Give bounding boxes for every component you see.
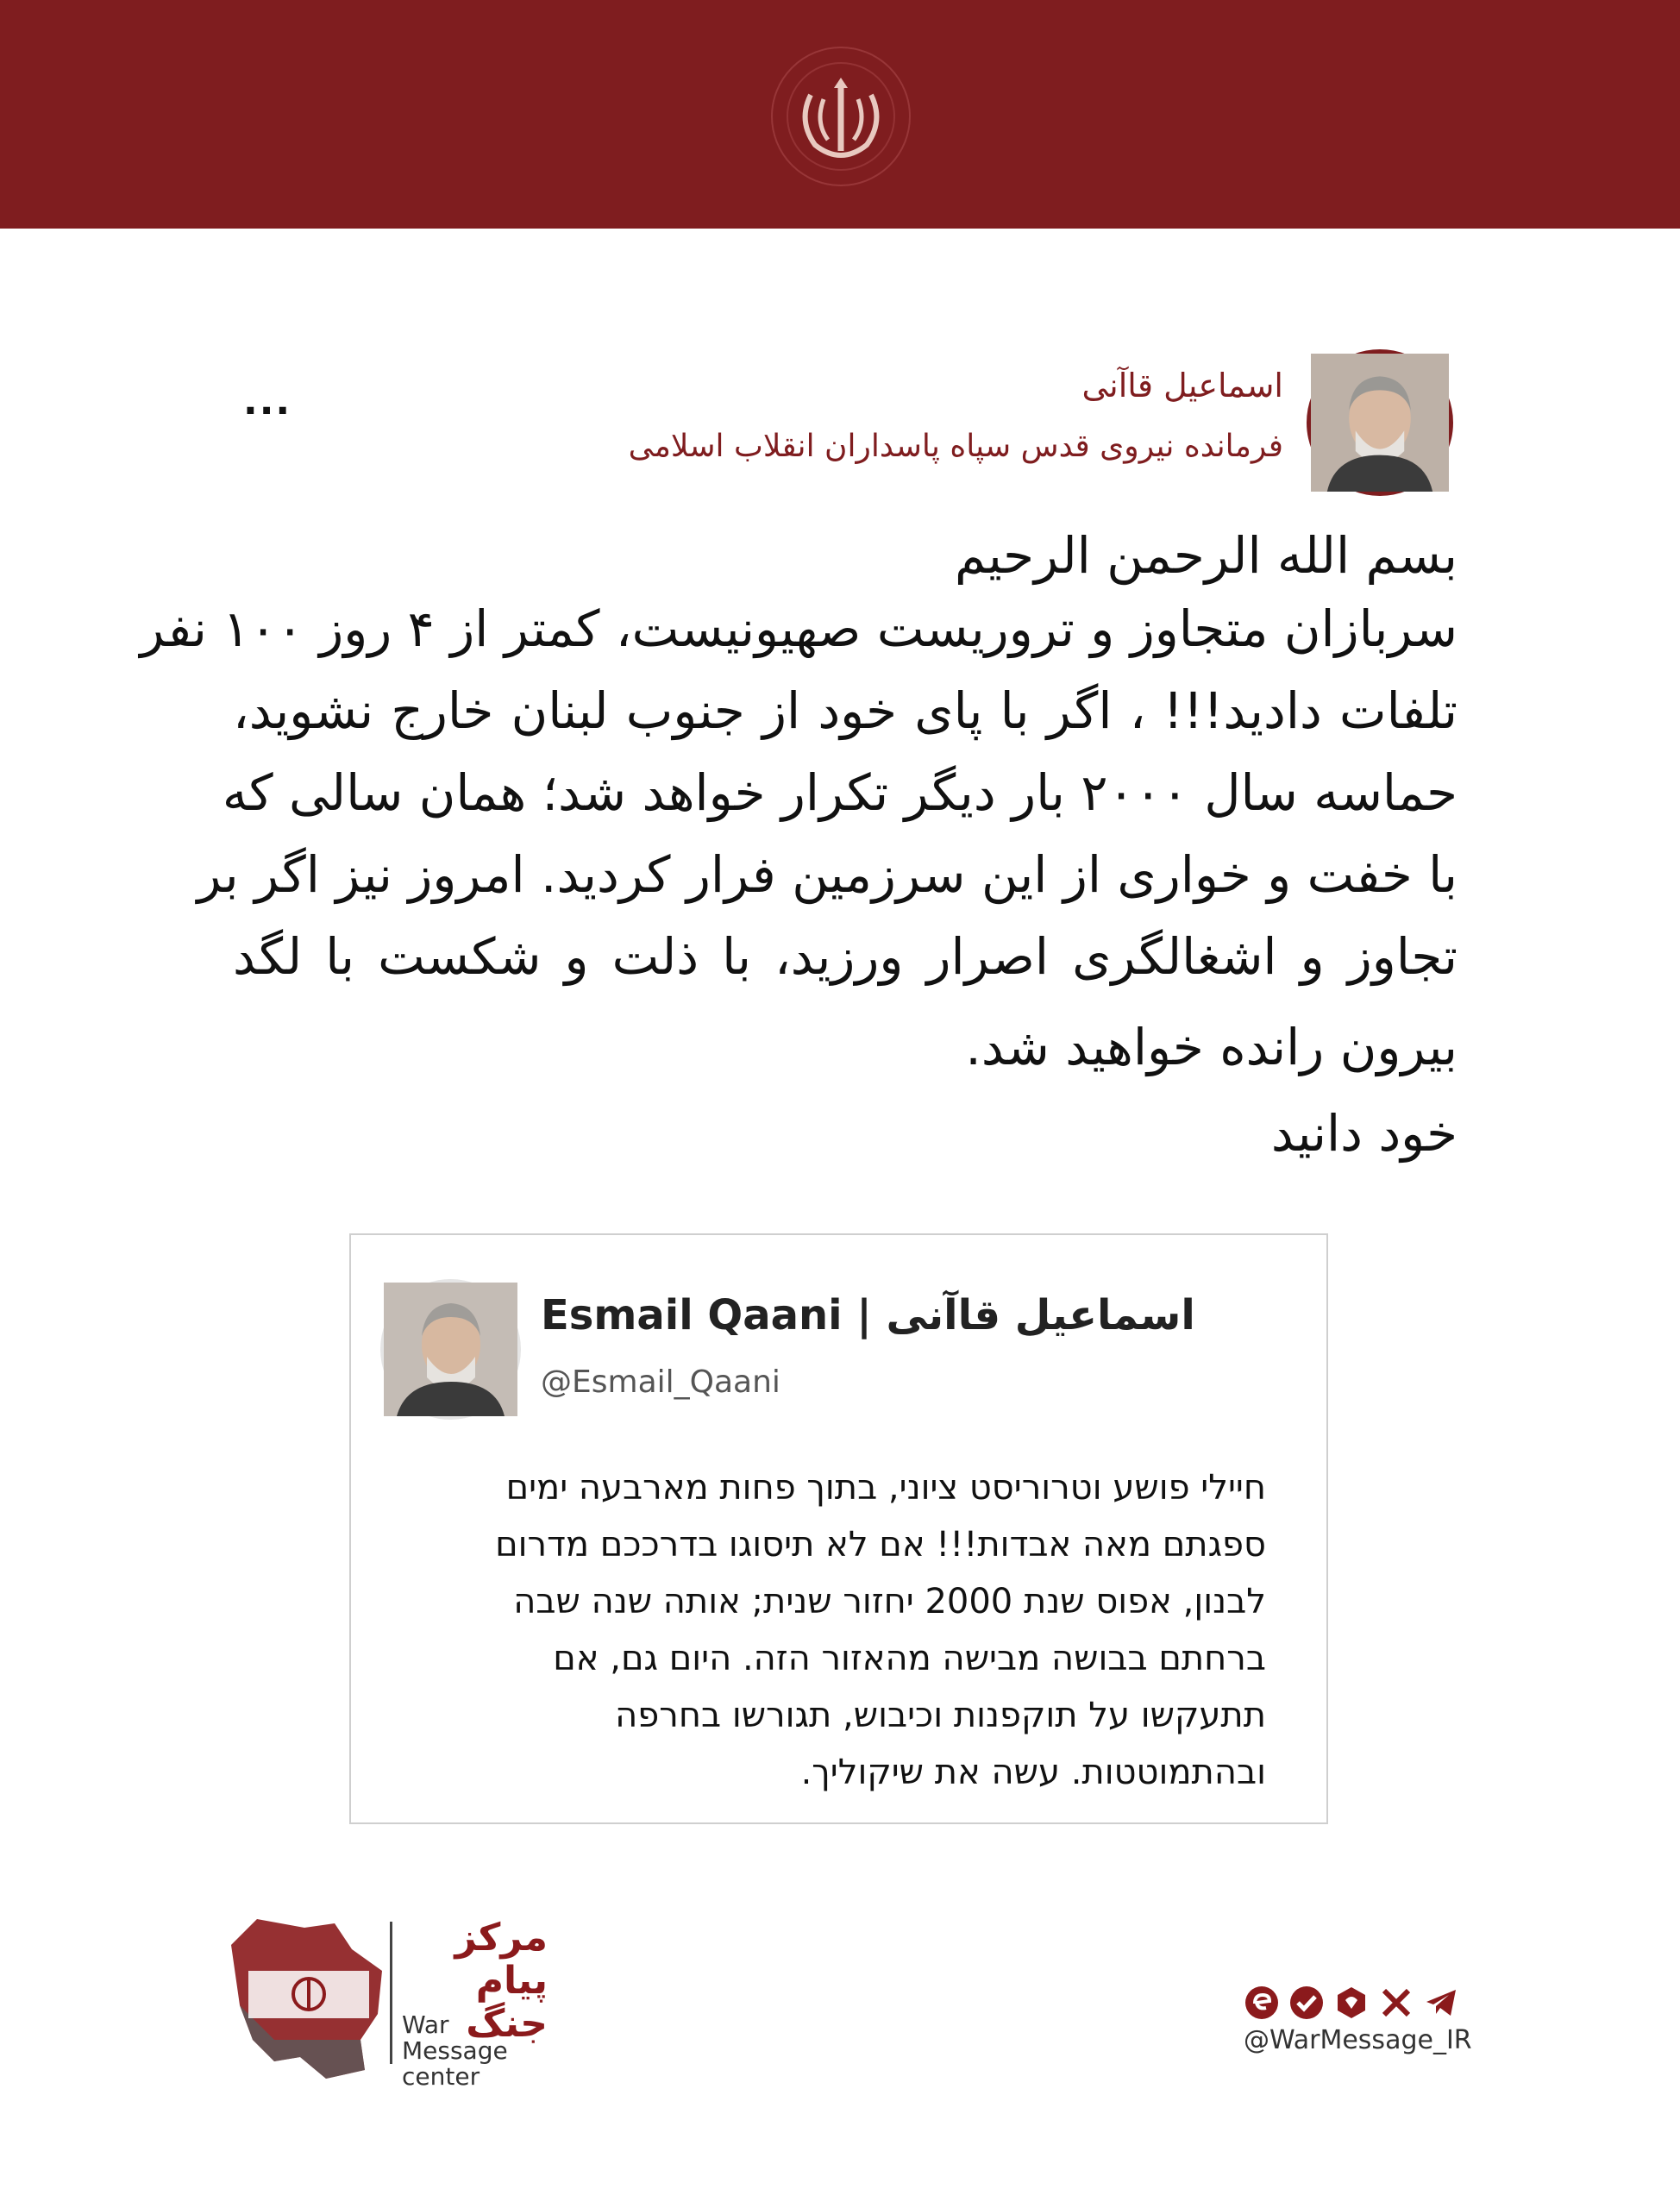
tweet-text-line: תתעקשו על תוקפנות וכיבוש, תגורשו בחרפה (615, 1696, 1266, 1735)
author-photo (1311, 354, 1449, 492)
tweet-text-line: ברחתם בבושה מבישה מהאזור הזה. היום גם, אם (553, 1639, 1266, 1678)
tweet-avatar[interactable] (384, 1283, 517, 1416)
post-line: سربازان متجاوز و تروریست صهیونیست، کمتر از ۴ روز ۱۰۰ نفر (140, 599, 1457, 658)
logo-title-persian: مرکز پیام جنگ (454, 1916, 548, 2046)
x-icon[interactable] (1378, 1985, 1414, 2021)
tweet-avatar-photo (384, 1283, 517, 1416)
rubika-icon[interactable] (1333, 1985, 1370, 2021)
eitaa-icon[interactable] (1244, 1985, 1280, 2021)
post-line: تجاوز و اشغالگری اصرار ورزید، با ذلت و شکست با لگد (233, 927, 1457, 986)
tweet-text-line: חיילי פושע וטרוריסט ציוני, בתוך פחות מארבעה ימים (505, 1468, 1266, 1508)
header-banner (0, 0, 1680, 229)
tweet-handle[interactable]: @Esmail_Qaani (541, 1364, 780, 1400)
logo-divider (390, 1922, 392, 2064)
post-bismillah: بسم الله الرحمن الرحيم (955, 526, 1457, 585)
post-line: بیرون رانده خواهید شد. (965, 1018, 1457, 1076)
post-line: حماسه سال ۲۰۰۰ بار دیگر تکرار خواهد شد؛ همان سالی که (222, 763, 1457, 822)
post-line: با خفت و خواری از این سرزمین فرار کردید. امروز نیز اگر بر (197, 845, 1457, 904)
tweet-display-name[interactable]: Esmail Qaani | اسماعیل قاآنی (541, 1291, 1195, 1339)
tweet-text-line: ובהתמוטטות. עשה את שיקוליך. (800, 1753, 1266, 1792)
iran-emblem-icon (763, 43, 918, 190)
author-avatar[interactable] (1307, 349, 1453, 496)
more-options-button[interactable]: ... (243, 380, 292, 423)
post-signoff: خود دانید (1270, 1104, 1457, 1163)
tweet-text-line: ספגתם מאה אבדות!!! אם לא תיסוגו בדרככם מדרום (495, 1525, 1266, 1565)
soroush-icon[interactable] (1288, 1985, 1325, 2021)
author-role: فرمانده نیروی قدس سپاه پاسداران انقلاب اسلامی (628, 429, 1283, 464)
social-icons-row (1244, 1982, 1451, 2023)
social-handle[interactable]: @WarMessage_IR (1244, 2025, 1472, 2055)
telegram-icon[interactable] (1423, 1985, 1459, 2021)
post-line: تلفات دادید!!! ، اگر با پای خود از جنوب لبنان خارج نشوید، (233, 681, 1457, 740)
embedded-tweet-card[interactable] (349, 1233, 1328, 1824)
author-name[interactable]: اسماعیل قاآنی (1081, 367, 1283, 405)
logo-title-english: War Message center (402, 2010, 508, 2091)
tweet-text-line: לבנון, אפוס שנת 2000 יחזור שנית; אותה שנה שבה (513, 1582, 1266, 1622)
war-message-logo-icon (223, 1910, 391, 2083)
